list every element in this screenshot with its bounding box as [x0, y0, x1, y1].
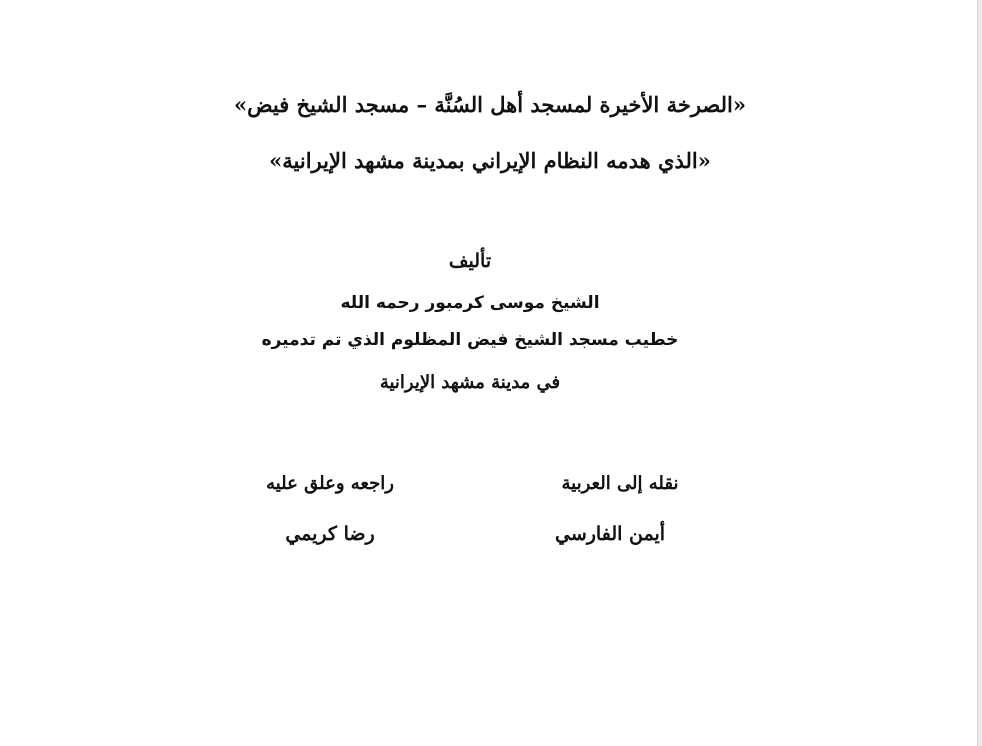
translator-name: أيمن الفارسي	[554, 523, 666, 545]
reviewer-name: رضا كريمي	[285, 523, 375, 545]
author-city: في مدينة مشهد الإيرانية	[379, 372, 561, 393]
page-edge-scrollbar	[977, 0, 982, 746]
translator-label: نقله إلى العربية	[561, 473, 679, 494]
title-line-1: «الصرخة الأخيرة لمسجد أهل السُنَّة – مسجد الشيخ فيض»	[234, 92, 746, 117]
authorship-label: تأليف	[448, 250, 492, 272]
reviewer-label: راجعه وعلق عليه	[266, 473, 394, 494]
title-line-2: «الذي هدمه النظام الإيراني بمدينة مشهد الإيرانية»	[269, 148, 711, 173]
author-name: الشيخ موسى كرمبور رحمه الله	[340, 293, 600, 313]
author-role: خطيب مسجد الشيخ فيض المظلوم الذي تم تدميره	[261, 330, 679, 350]
